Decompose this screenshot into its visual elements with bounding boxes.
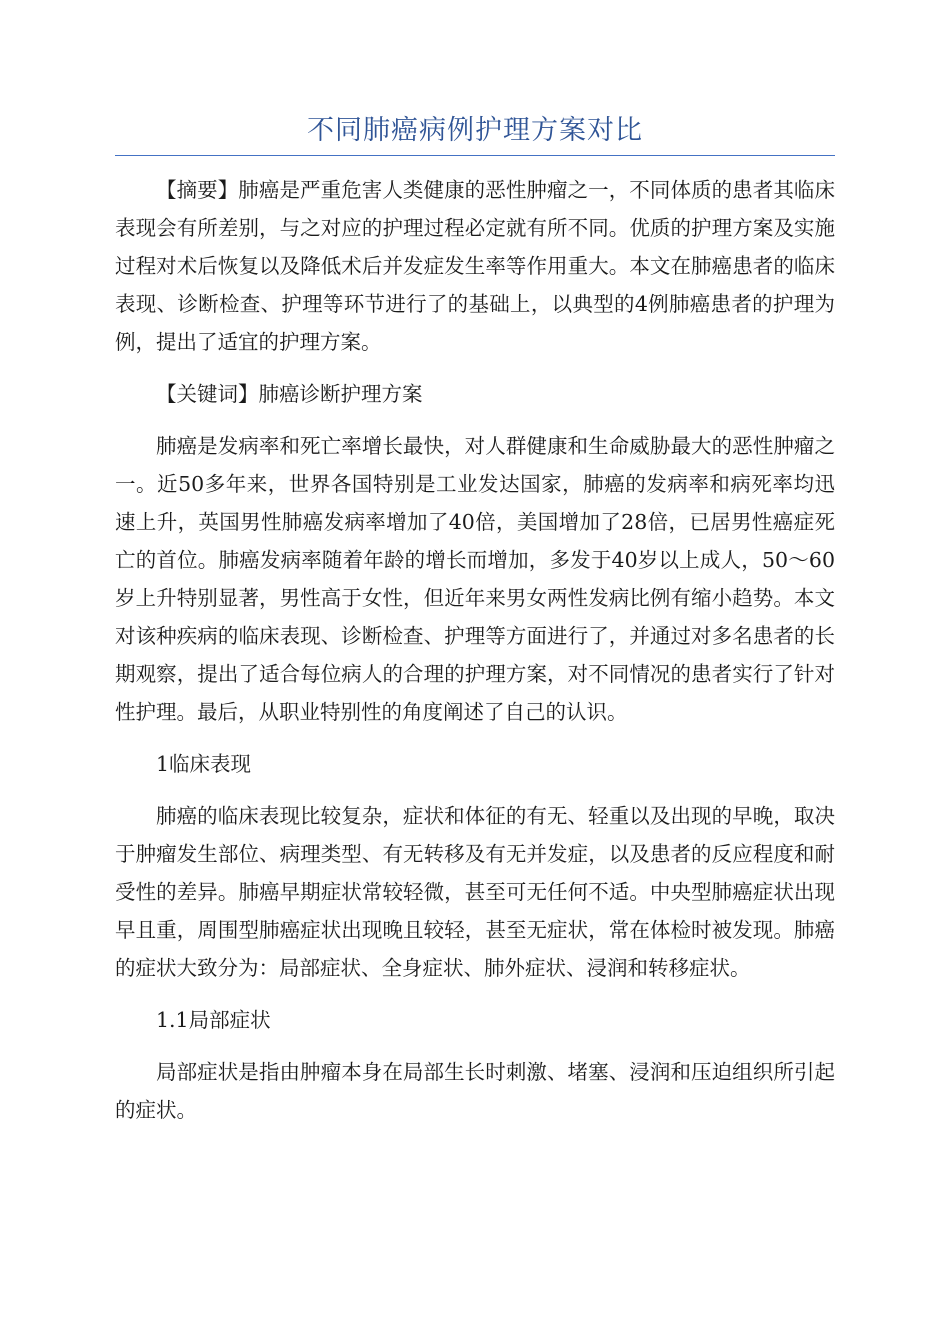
title-underline (115, 155, 835, 156)
clinical-paragraph: 肺癌的临床表现比较复杂，症状和体征的有无、轻重以及出现的早晚，取决于肿瘤发生部位、病理类型、有无转移及有无并发症，以及患者的反应程度和耐受性的差异。肺癌早期症状常较轻微，甚至可无任何不适。中央型肺癌症状出现早且重，周围型肺癌症状出现晚且较轻，甚至无症状，常在体检时被发现。肺癌的症状大致分为：局部症状、全身症状、肺外症状、浸润和转移症状。 (115, 804, 835, 980)
section-heading-clinical: 1临床表现 (156, 752, 252, 776)
intro-paragraph: 肺癌是发病率和死亡率增长最快，对人群健康和生命威胁最大的恶性肿瘤之一。近50多年来，世界各国特别是工业发达国家，肺癌的发病率和病死率均迅速上升，英国男性肺癌发病率增加了40倍，美国增加了28倍，已居男性癌症死亡的首位。肺癌发病率随着年龄的增长而增加，多发于40岁以上成人，50～60岁上升特别显著，男性高于女性，但近年来男女两性发病比例有缩小趋势。本文对该种疾病的临床表现、诊断检查、护理等方面进行了，并通过对多名患者的长期观察，提出了适合每位病人的合理的护理方案，对不同情况的患者实行了针对性护理。最后，从职业特别性的角度阐述了自己的认识。 (115, 434, 835, 724)
local-symptoms-paragraph: 局部症状是指由肿瘤本身在局部生长时刺激、堵塞、浸润和压迫组织所引起的症状。 (115, 1060, 835, 1122)
abstract-paragraph: 【摘要】肺癌是严重危害人类健康的恶性肿瘤之一，不同体质的患者其临床表现会有所差别，与之对应的护理过程必定就有所不同。优质的护理方案及实施过程对术后恢复以及降低术后并发症发生率等作用重大。本文在肺癌患者的临床表现、诊断检查、护理等环节进行了的基础上，以典型的4例肺癌患者的护理为例，提出了适宜的护理方案。 (115, 178, 835, 354)
document-body (115, 171, 835, 1143)
document-title: 不同肺癌病例护理方案对比 (307, 115, 643, 146)
subsection-heading-local-symptoms: 1.1局部症状 (156, 1008, 271, 1032)
keywords-line: 【关键词】肺癌诊断护理方案 (156, 382, 423, 406)
